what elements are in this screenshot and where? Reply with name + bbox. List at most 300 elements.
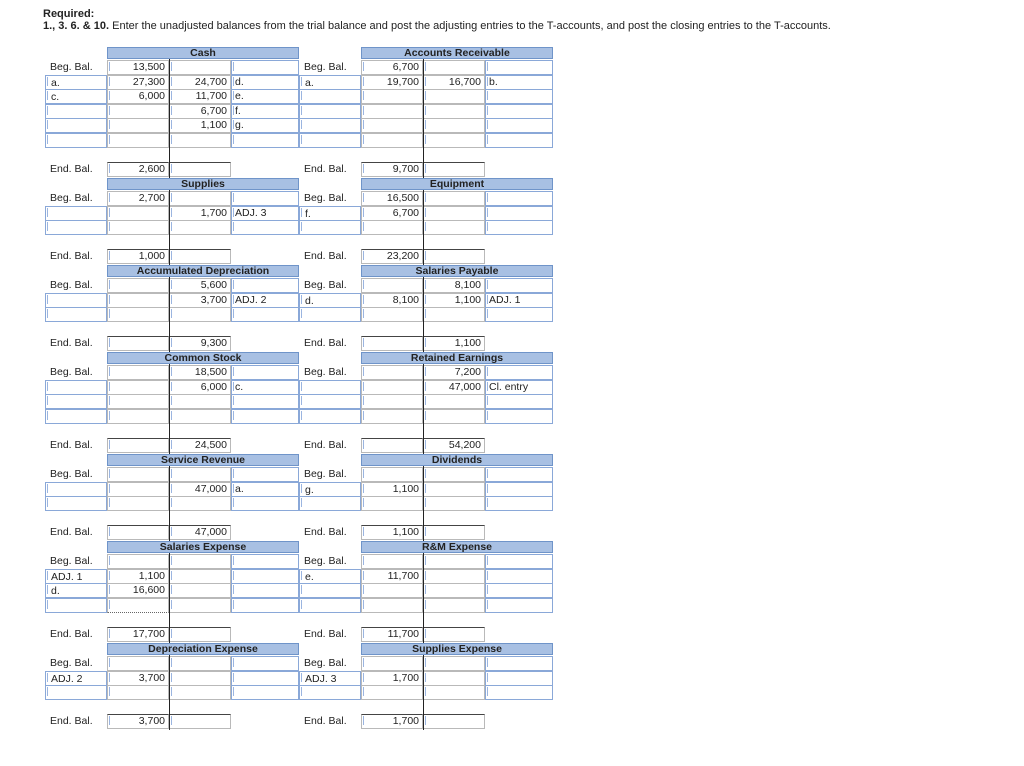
end-balance-row (45, 336, 299, 351)
required-label: Required: (43, 8, 95, 20)
account-title-salaries-expense: Salaries Expense (107, 541, 299, 553)
credit-input[interactable]: 7,200 (423, 365, 485, 380)
credit-input[interactable] (169, 583, 231, 598)
entry-ref-input[interactable] (45, 293, 107, 308)
credit-input[interactable] (169, 569, 231, 584)
debit-input[interactable]: 2,700 (107, 191, 169, 206)
credit-input[interactable]: 11,700 (169, 89, 231, 104)
debit-input[interactable] (107, 307, 169, 322)
credit-input[interactable] (423, 307, 485, 322)
t-row (299, 278, 553, 293)
entry-ref-input[interactable] (299, 220, 361, 235)
debit-input[interactable] (361, 656, 423, 671)
end-balance-row (299, 162, 553, 177)
entry-ref-input[interactable]: ADJ. 1 (45, 569, 107, 584)
t-row (299, 118, 553, 133)
debit-input[interactable] (107, 380, 169, 395)
end-debit-input[interactable] (107, 525, 169, 540)
credit-ref-input[interactable] (485, 89, 553, 104)
t-row (45, 496, 299, 511)
t-row (299, 133, 553, 148)
entry-ref-input[interactable] (45, 394, 107, 409)
debit-input[interactable] (361, 365, 423, 380)
credit-ref-input[interactable] (485, 656, 553, 671)
t-row (45, 671, 299, 686)
entry-ref-input[interactable] (45, 685, 107, 700)
credit-ref-input[interactable] (231, 685, 299, 700)
credit-input[interactable]: 1,700 (169, 206, 231, 221)
end-bal-label: End. Bal. (304, 715, 347, 727)
entry-ref-input[interactable] (45, 118, 107, 133)
credit-ref-input[interactable] (231, 467, 299, 482)
entry-ref-input[interactable] (299, 380, 361, 395)
credit-input[interactable] (423, 220, 485, 235)
debit-input[interactable] (107, 685, 169, 700)
debit-input[interactable] (361, 380, 423, 395)
end-debit-input[interactable] (107, 336, 169, 351)
entry-ref-input[interactable] (299, 409, 361, 424)
credit-input[interactable] (169, 671, 231, 686)
end-debit-input[interactable]: 2,600 (107, 162, 169, 177)
entry-ref-input[interactable] (45, 206, 107, 221)
credit-input[interactable]: 5,600 (169, 278, 231, 293)
credit-ref-input[interactable] (231, 671, 299, 686)
credit-ref-input[interactable] (231, 278, 299, 293)
debit-input[interactable] (107, 482, 169, 497)
beg-bal-label: Beg. Bal. (50, 192, 93, 204)
t-row (45, 583, 299, 598)
credit-ref-input[interactable] (231, 60, 299, 75)
credit-input[interactable] (423, 394, 485, 409)
end-balance-row (45, 627, 299, 642)
debit-input[interactable] (361, 133, 423, 148)
end-debit-input[interactable]: 1,700 (361, 714, 423, 729)
t-row (299, 380, 553, 395)
credit-input[interactable] (423, 191, 485, 206)
credit-input[interactable] (423, 671, 485, 686)
credit-ref-input[interactable] (231, 191, 299, 206)
credit-input[interactable]: 1,100 (423, 293, 485, 308)
end-debit-input[interactable]: 3,700 (107, 714, 169, 729)
credit-ref-input[interactable] (231, 133, 299, 148)
credit-ref-input[interactable] (231, 554, 299, 569)
entry-ref-input[interactable] (45, 496, 107, 511)
credit-ref-input[interactable] (485, 104, 553, 119)
credit-ref-input[interactable]: ADJ. 2 (231, 293, 299, 308)
t-row (45, 220, 299, 235)
account-title-accumulated-depreciation: Accumulated Depreciation (107, 265, 299, 277)
end-bal-label: End. Bal. (304, 337, 347, 349)
entry-ref-input[interactable] (299, 104, 361, 119)
t-row (45, 598, 299, 613)
debit-input[interactable] (107, 206, 169, 221)
credit-input[interactable] (423, 89, 485, 104)
debit-input[interactable] (361, 685, 423, 700)
t-row (299, 60, 553, 75)
t-row (45, 380, 299, 395)
credit-input[interactable] (169, 220, 231, 235)
end-credit-input[interactable] (423, 162, 485, 177)
entry-ref-input[interactable] (45, 598, 107, 613)
credit-ref-input[interactable] (485, 583, 553, 598)
t-account-divider (423, 190, 424, 265)
end-credit-input[interactable] (169, 714, 231, 729)
entry-ref-input[interactable]: c. (45, 89, 107, 104)
entry-ref-input[interactable] (299, 118, 361, 133)
account-title-depreciation-expense: Depreciation Expense (107, 643, 299, 655)
debit-input[interactable] (107, 220, 169, 235)
debit-input[interactable] (107, 656, 169, 671)
debit-input[interactable] (107, 118, 169, 133)
account-title-randm-expense: R&M Expense (361, 541, 553, 553)
end-balance-row (45, 714, 299, 729)
debit-input[interactable]: 16,600 (107, 583, 169, 598)
credit-ref-input[interactable] (485, 496, 553, 511)
entry-ref-input[interactable] (299, 583, 361, 598)
t-row (299, 293, 553, 308)
beg-bal-label: Beg. Bal. (50, 61, 93, 73)
end-credit-input[interactable] (423, 249, 485, 264)
credit-ref-input[interactable]: b. (485, 75, 553, 90)
credit-input[interactable] (169, 467, 231, 482)
end-debit-input[interactable]: 9,700 (361, 162, 423, 177)
account-title-service-revenue: Service Revenue (107, 454, 299, 466)
entry-ref-input[interactable] (45, 104, 107, 119)
credit-input[interactable] (169, 496, 231, 511)
t-row (45, 278, 299, 293)
credit-ref-input[interactable] (485, 191, 553, 206)
debit-input[interactable] (361, 104, 423, 119)
beg-bal-label: Beg. Bal. (50, 468, 93, 480)
credit-input[interactable] (169, 685, 231, 700)
credit-ref-input[interactable] (231, 394, 299, 409)
debit-input[interactable]: 1,100 (361, 482, 423, 497)
end-bal-label: End. Bal. (50, 337, 93, 349)
credit-input[interactable]: 1,100 (169, 118, 231, 133)
entry-ref-input[interactable]: f. (299, 206, 361, 221)
debit-input[interactable] (361, 467, 423, 482)
credit-ref-input[interactable] (485, 554, 553, 569)
end-bal-label: End. Bal. (304, 250, 347, 262)
t-row (45, 60, 299, 75)
t-account-divider (169, 553, 170, 643)
t-row (299, 656, 553, 671)
credit-ref-input[interactable]: c. (231, 380, 299, 395)
debit-input[interactable] (107, 496, 169, 511)
debit-input[interactable]: 27,300 (107, 75, 169, 90)
credit-ref-input[interactable]: ADJ. 1 (485, 293, 553, 308)
end-balance-row (45, 162, 299, 177)
debit-input[interactable] (361, 118, 423, 133)
debit-input[interactable] (107, 554, 169, 569)
entry-ref-input[interactable] (299, 685, 361, 700)
beg-bal-label: Beg. Bal. (304, 657, 347, 669)
t-row (45, 191, 299, 206)
debit-input[interactable] (361, 89, 423, 104)
beg-bal-label: Beg. Bal. (304, 279, 347, 291)
credit-ref-input[interactable] (485, 60, 553, 75)
end-balance-row (299, 438, 553, 453)
debit-input[interactable]: 6,700 (361, 206, 423, 221)
end-balance-row (299, 525, 553, 540)
entry-ref-input[interactable] (45, 133, 107, 148)
credit-input[interactable] (169, 598, 231, 613)
entry-ref-input[interactable]: a. (45, 75, 107, 90)
debit-input[interactable] (107, 133, 169, 148)
credit-ref-input[interactable] (485, 482, 553, 497)
credit-input[interactable] (423, 60, 485, 75)
account-title-supplies-expense: Supplies Expense (361, 643, 553, 655)
credit-input[interactable]: 24,700 (169, 75, 231, 90)
credit-input[interactable]: 8,100 (423, 278, 485, 293)
entry-ref-input[interactable] (299, 133, 361, 148)
debit-input[interactable] (107, 365, 169, 380)
beg-bal-label: Beg. Bal. (304, 555, 347, 567)
debit-input[interactable]: 16,500 (361, 191, 423, 206)
debit-input[interactable] (361, 220, 423, 235)
credit-ref-input[interactable] (231, 496, 299, 511)
credit-input[interactable] (169, 656, 231, 671)
credit-ref-input[interactable] (231, 409, 299, 424)
debit-input[interactable] (361, 278, 423, 293)
debit-input[interactable] (107, 293, 169, 308)
account-title-accounts-receivable: Accounts Receivable (361, 47, 553, 59)
debit-input[interactable] (107, 394, 169, 409)
debit-input[interactable]: 3,700 (107, 671, 169, 686)
credit-input[interactable] (169, 394, 231, 409)
credit-ref-input[interactable]: f. (231, 104, 299, 119)
account-title-cash: Cash (107, 47, 299, 59)
entry-ref-input[interactable]: e. (299, 569, 361, 584)
entry-ref-input[interactable] (45, 482, 107, 497)
credit-input[interactable] (423, 496, 485, 511)
credit-ref-input[interactable] (485, 671, 553, 686)
t-row (45, 409, 299, 424)
debit-input[interactable] (107, 278, 169, 293)
debit-input[interactable] (361, 598, 423, 613)
t-row (45, 293, 299, 308)
account-title-equipment: Equipment (361, 178, 553, 190)
debit-input[interactable]: 6,000 (107, 89, 169, 104)
credit-input[interactable]: 47,000 (423, 380, 485, 395)
t-account-divider (423, 59, 424, 178)
t-row (299, 365, 553, 380)
t-row (299, 220, 553, 235)
t-row (299, 104, 553, 119)
entry-ref-input[interactable] (299, 89, 361, 104)
t-row (45, 554, 299, 569)
credit-ref-input[interactable] (231, 598, 299, 613)
debit-input[interactable] (361, 496, 423, 511)
beg-bal-label: Beg. Bal. (50, 555, 93, 567)
credit-input[interactable] (423, 482, 485, 497)
credit-ref-input[interactable] (485, 569, 553, 584)
entry-ref-input[interactable]: d. (299, 293, 361, 308)
end-debit-input[interactable]: 1,100 (361, 525, 423, 540)
credit-ref-input[interactable] (485, 467, 553, 482)
t-account-divider (169, 466, 170, 541)
credit-input[interactable] (423, 656, 485, 671)
credit-ref-input[interactable] (485, 685, 553, 700)
credit-input[interactable]: 47,000 (169, 482, 231, 497)
credit-input[interactable] (423, 685, 485, 700)
end-credit-input[interactable] (423, 525, 485, 540)
end-balance-row (45, 525, 299, 540)
t-account-divider (169, 277, 170, 352)
t-row (45, 307, 299, 322)
credit-input[interactable] (169, 307, 231, 322)
end-bal-label: End. Bal. (50, 715, 93, 727)
t-account-divider (423, 655, 424, 730)
credit-input[interactable] (423, 206, 485, 221)
end-credit-input[interactable] (423, 714, 485, 729)
debit-input[interactable] (107, 409, 169, 424)
debit-input[interactable] (107, 598, 169, 613)
end-debit-input[interactable]: 17,700 (107, 627, 169, 642)
t-row (45, 569, 299, 584)
debit-input[interactable] (361, 394, 423, 409)
credit-ref-input[interactable] (485, 206, 553, 221)
end-bal-label: End. Bal. (304, 162, 347, 175)
end-balance-row (45, 249, 299, 264)
entry-ref-input[interactable]: ADJ. 3 (299, 671, 361, 686)
t-account-divider (423, 553, 424, 643)
credit-input[interactable] (423, 569, 485, 584)
credit-ref-input[interactable] (231, 656, 299, 671)
credit-input[interactable]: 6,700 (169, 104, 231, 119)
credit-input[interactable]: 18,500 (169, 365, 231, 380)
debit-input[interactable] (361, 583, 423, 598)
entry-ref-input[interactable]: g. (299, 482, 361, 497)
credit-input[interactable] (423, 409, 485, 424)
entry-ref-input[interactable] (299, 598, 361, 613)
end-credit-input[interactable] (169, 162, 231, 177)
debit-input[interactable]: 13,500 (107, 60, 169, 75)
credit-input[interactable] (423, 133, 485, 148)
end-bal-label: End. Bal. (50, 438, 93, 451)
credit-ref-input[interactable]: Cl. entry (485, 380, 553, 395)
end-debit-input[interactable] (361, 336, 423, 351)
debit-input[interactable] (361, 409, 423, 424)
t-row (299, 89, 553, 104)
beg-bal-label: Beg. Bal. (304, 366, 347, 378)
credit-ref-input[interactable] (485, 220, 553, 235)
credit-ref-input[interactable] (485, 307, 553, 322)
beg-bal-label: Beg. Bal. (50, 279, 93, 291)
credit-ref-input[interactable] (485, 278, 553, 293)
credit-ref-input[interactable]: d. (231, 75, 299, 90)
debit-input[interactable]: 6,700 (361, 60, 423, 75)
end-credit-input[interactable] (169, 627, 231, 642)
end-debit-input[interactable]: 11,700 (361, 627, 423, 642)
end-debit-input[interactable] (361, 438, 423, 453)
debit-input[interactable]: 11,700 (361, 569, 423, 584)
entry-ref-input[interactable] (45, 220, 107, 235)
end-balance-row (299, 249, 553, 264)
debit-input[interactable] (361, 307, 423, 322)
debit-input[interactable]: 19,700 (361, 75, 423, 90)
end-credit-input[interactable]: 1,100 (423, 336, 485, 351)
end-credit-input[interactable] (423, 627, 485, 642)
end-credit-input[interactable]: 9,300 (169, 336, 231, 351)
credit-input[interactable] (169, 133, 231, 148)
t-row (299, 554, 553, 569)
entry-ref-input[interactable] (299, 496, 361, 511)
debit-input[interactable]: 1,100 (107, 569, 169, 584)
entry-ref-input[interactable] (45, 307, 107, 322)
credit-ref-input[interactable] (485, 409, 553, 424)
debit-input[interactable] (107, 467, 169, 482)
credit-ref-input[interactable] (485, 118, 553, 133)
entry-ref-input[interactable] (299, 394, 361, 409)
debit-input[interactable] (361, 554, 423, 569)
credit-input[interactable] (169, 554, 231, 569)
credit-input[interactable] (169, 409, 231, 424)
credit-ref-input[interactable]: ADJ. 3 (231, 206, 299, 221)
end-credit-input[interactable]: 24,500 (169, 438, 231, 453)
credit-ref-input[interactable] (231, 583, 299, 598)
credit-input[interactable] (169, 191, 231, 206)
credit-ref-input[interactable] (485, 133, 553, 148)
credit-input[interactable] (169, 60, 231, 75)
t-account-divider (423, 277, 424, 352)
debit-input[interactable]: 1,700 (361, 671, 423, 686)
credit-input[interactable] (423, 598, 485, 613)
end-bal-label: End. Bal. (50, 627, 93, 640)
credit-input[interactable] (423, 583, 485, 598)
credit-input[interactable] (423, 554, 485, 569)
debit-input[interactable]: 8,100 (361, 293, 423, 308)
debit-input[interactable] (107, 104, 169, 119)
credit-ref-input[interactable] (231, 307, 299, 322)
end-credit-input[interactable] (169, 249, 231, 264)
credit-ref-input[interactable]: e. (231, 89, 299, 104)
t-row (45, 482, 299, 497)
credit-input[interactable] (423, 104, 485, 119)
end-debit-input[interactable]: 1,000 (107, 249, 169, 264)
entry-ref-input[interactable]: a. (299, 75, 361, 90)
credit-input[interactable]: 3,700 (169, 293, 231, 308)
credit-ref-input[interactable] (485, 365, 553, 380)
end-credit-input[interactable]: 47,000 (169, 525, 231, 540)
credit-ref-input[interactable] (485, 598, 553, 613)
credit-input[interactable]: 6,000 (169, 380, 231, 395)
end-balance-row (45, 438, 299, 453)
t-row (299, 671, 553, 686)
end-bal-label: End. Bal. (50, 162, 93, 175)
end-debit-input[interactable] (107, 438, 169, 453)
entry-ref-input[interactable] (45, 409, 107, 424)
t-row (299, 75, 553, 90)
credit-input[interactable] (423, 467, 485, 482)
beg-bal-label: Beg. Bal. (304, 192, 347, 204)
entry-ref-input[interactable] (299, 307, 361, 322)
credit-ref-input[interactable]: g. (231, 118, 299, 133)
credit-input[interactable]: 16,700 (423, 75, 485, 90)
credit-input[interactable] (423, 118, 485, 133)
account-title-salaries-payable: Salaries Payable (361, 265, 553, 277)
credit-ref-input[interactable] (231, 569, 299, 584)
end-credit-input[interactable]: 54,200 (423, 438, 485, 453)
entry-ref-input[interactable] (45, 380, 107, 395)
credit-ref-input[interactable]: a. (231, 482, 299, 497)
credit-ref-input[interactable] (485, 394, 553, 409)
credit-ref-input[interactable] (231, 220, 299, 235)
credit-ref-input[interactable] (231, 365, 299, 380)
entry-ref-input[interactable]: d. (45, 583, 107, 598)
end-debit-input[interactable]: 23,200 (361, 249, 423, 264)
entry-ref-input[interactable]: ADJ. 2 (45, 671, 107, 686)
